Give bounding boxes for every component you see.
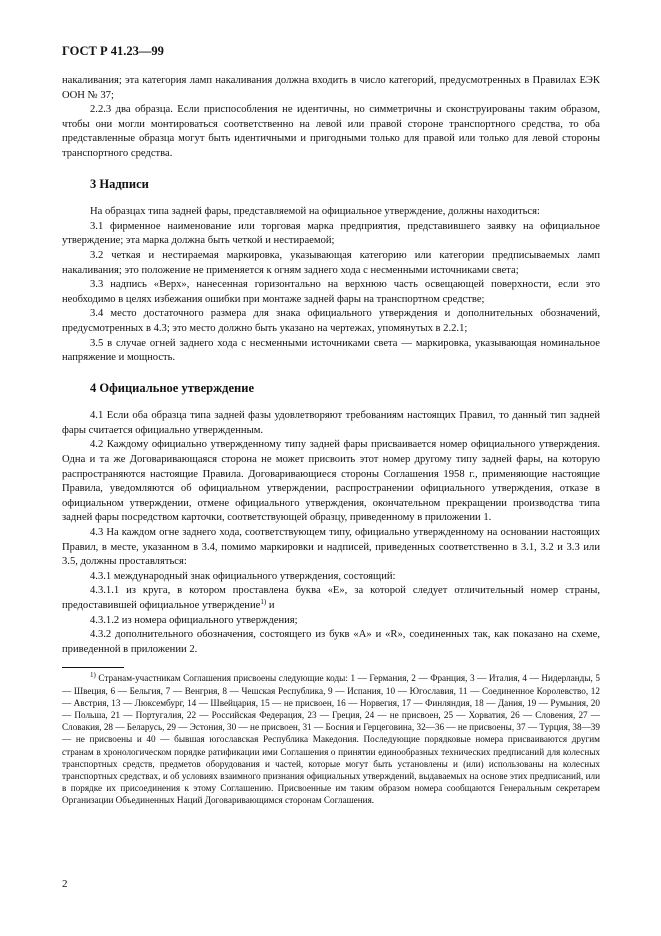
paragraph-4-3: 4.3 На каждом огне заднего хода, соответствующем типу, официально утвержденному на основании настоящих Правил, в месте, указанном в 3.4, помимо маркировки и надписей, приведенных соответственно в 3.1, 3.2 и 3.3 или 3.5, должны проставляться:	[62, 527, 600, 568]
paragraph-4-2: 4.2 Каждому официально утвержденному типу задней фары присваивается номер официального утверждения. Одна и та же Договаривающаяся сторона не может присвоить этот номер другому типу задней фары, на которую распространяются настоящие Правила. Договаривающиеся стороны Соглашения 1958 г., применяющие настоящие Правила, уведомляются об официальном утверждении, распространении официального утверждения, отказе в официальном утверждении, отмене официального утверждения, окончательном прекращении производства типа задней фары посредством карточки, соответствующей образцу, приведенному в приложении 1.	[62, 439, 600, 524]
paragraph-4-3-1-1-text: 4.3.1.1 из круга, в котором проставлена буква «Е», за которой следует отличительный номер страны, предоставившей официальное утверждение	[62, 585, 600, 611]
paragraph-continuation: накаливания; эта категория ламп накаливания должна входить в число категорий, предусмотренных в Правилах ЕЭК ООН № 37;	[62, 75, 600, 101]
paragraph-3-2: 3.2 четкая и нестираемая маркировка, указывающая категорию или категории предписываемых ламп накаливания; это положение не применяется к огням заднего хода с несменными источниками света;	[62, 249, 600, 276]
section-3-heading: 3 Надписи	[90, 176, 149, 191]
paragraph-4-1: 4.1 Если оба образца типа задней фазы удовлетворяют требованиям настоящих Правил, то данный тип задней фары считается официально утвержденным.	[62, 410, 600, 436]
document-body	[62, 74, 600, 807]
paragraph-3-4: 3.4 место достаточного размера для знака официального утверждения и дополнительных обозначений, предусмотренных в 4.3; это место должно быть указано на чертежах, упомянутых в 2.2.1;	[62, 308, 600, 334]
page-number: 2	[62, 878, 68, 890]
document-header: ГОСТ Р 41.23—99	[62, 44, 164, 58]
footnote	[62, 672, 600, 806]
paragraph-3-5: 3.5 в случае огней заднего хода с несменными источниками света — маркировка, указывающая номинальное напряжение и мощность.	[62, 337, 600, 364]
section-4-heading: 4 Официальное утверждение	[90, 380, 254, 395]
footnote-reference[interactable]: 1)	[260, 598, 267, 606]
paragraph-4-3-1-1-end: и	[266, 600, 275, 611]
paragraph-2-2-3: 2.2.3 два образца. Если приспособления не идентичны, но симметричны и сконструированы таким образом, чтобы они могли монтироваться соответственно на левой или правой стороне транспортного средства, то оба представленные образца могут быть идентичными и пригодными только для правой или только для левой стороны транспортного средства.	[62, 104, 600, 159]
paragraph-4-3-1: 4.3.1 международный знак официального утверждения, состоящий:	[90, 570, 396, 582]
paragraph-4-3-1-1	[62, 584, 600, 613]
footnote-mark: 1)	[90, 671, 96, 680]
footnote-text: Странам-участникам Соглашения присвоены следующие коды: 1 — Германия, 2 — Франция, 3 — Италия, 4 — Нидерланды, 5 — Швеция, 6 — Бельгия, 7 — Венгрия, 8 — Чешская Республика, 9 — Испания, 10 — Югославия, 11 — Соединенное Королевство, 12 — Австрия, 13 — Люксембург, 14 — Швейцария, 15 — не присвоен, 16 — Норвегия, 17 — Финляндия, 18 — Дания, 19 — Румыния, 20 — Польша, 21 — Португалия, 22 — Российская Федерация, 23 — Греция, 24 — не присвоен, 25 — Хорватия, 26 — Словения, 27 — Словакия, 28 — Беларусь, 29 — Эстония, 30 — не присвоен, 31 — Босния и Герцеговина, 32—36 — не присвоены, 37 — Турция, 38—39 — не присвоены и 40 — бывшая югославская Республика Македония. Последующие порядковые номера присваиваются другим странам в хронологическом порядке ратификации ими Соглашения о принятии единообразных технических предписаний для колесных транспортных средств, предметов оборудования и частей, которые могут быть установлены и (или) использованы на колесных транспортных средствах, и об условиях взаимного признания официальных утверждений, выдаваемых на основе этих предписаний, или в порядке их присоединения к этому Соглашению. Присвоенные им таким образом номера сообщаются Генеральным секретарем Организации Объединенных Наций Договаривающимся сторонам Соглашения.	[62, 673, 600, 806]
paragraph-3-1: 3.1 фирменное наименование или торговая марка предприятия, представившего заявку на официальное утверждение; эта марка должна быть четкой и нестираемой;	[62, 220, 600, 247]
paragraph-3-intro: На образцах типа задней фары, представляемой на официальное утверждение, должны находиться:	[90, 206, 540, 218]
paragraph-4-3-1-2: 4.3.1.2 из номера официального утверждения;	[90, 614, 298, 626]
paragraph-3-3: 3.3 надпись «Верх», нанесенная горизонтально на верхнюю часть освещающей поверхности, если это необходимо в целях избежания ошибки при монтаже задней фары на транспортном средстве;	[62, 279, 600, 305]
footnote-divider	[62, 667, 124, 668]
paragraph-4-3-2: 4.3.2 дополнительного обозначения, состоящего из букв «А» и «R», соединенных так, как показано на схеме, приведенной в приложении 2.	[62, 629, 600, 655]
